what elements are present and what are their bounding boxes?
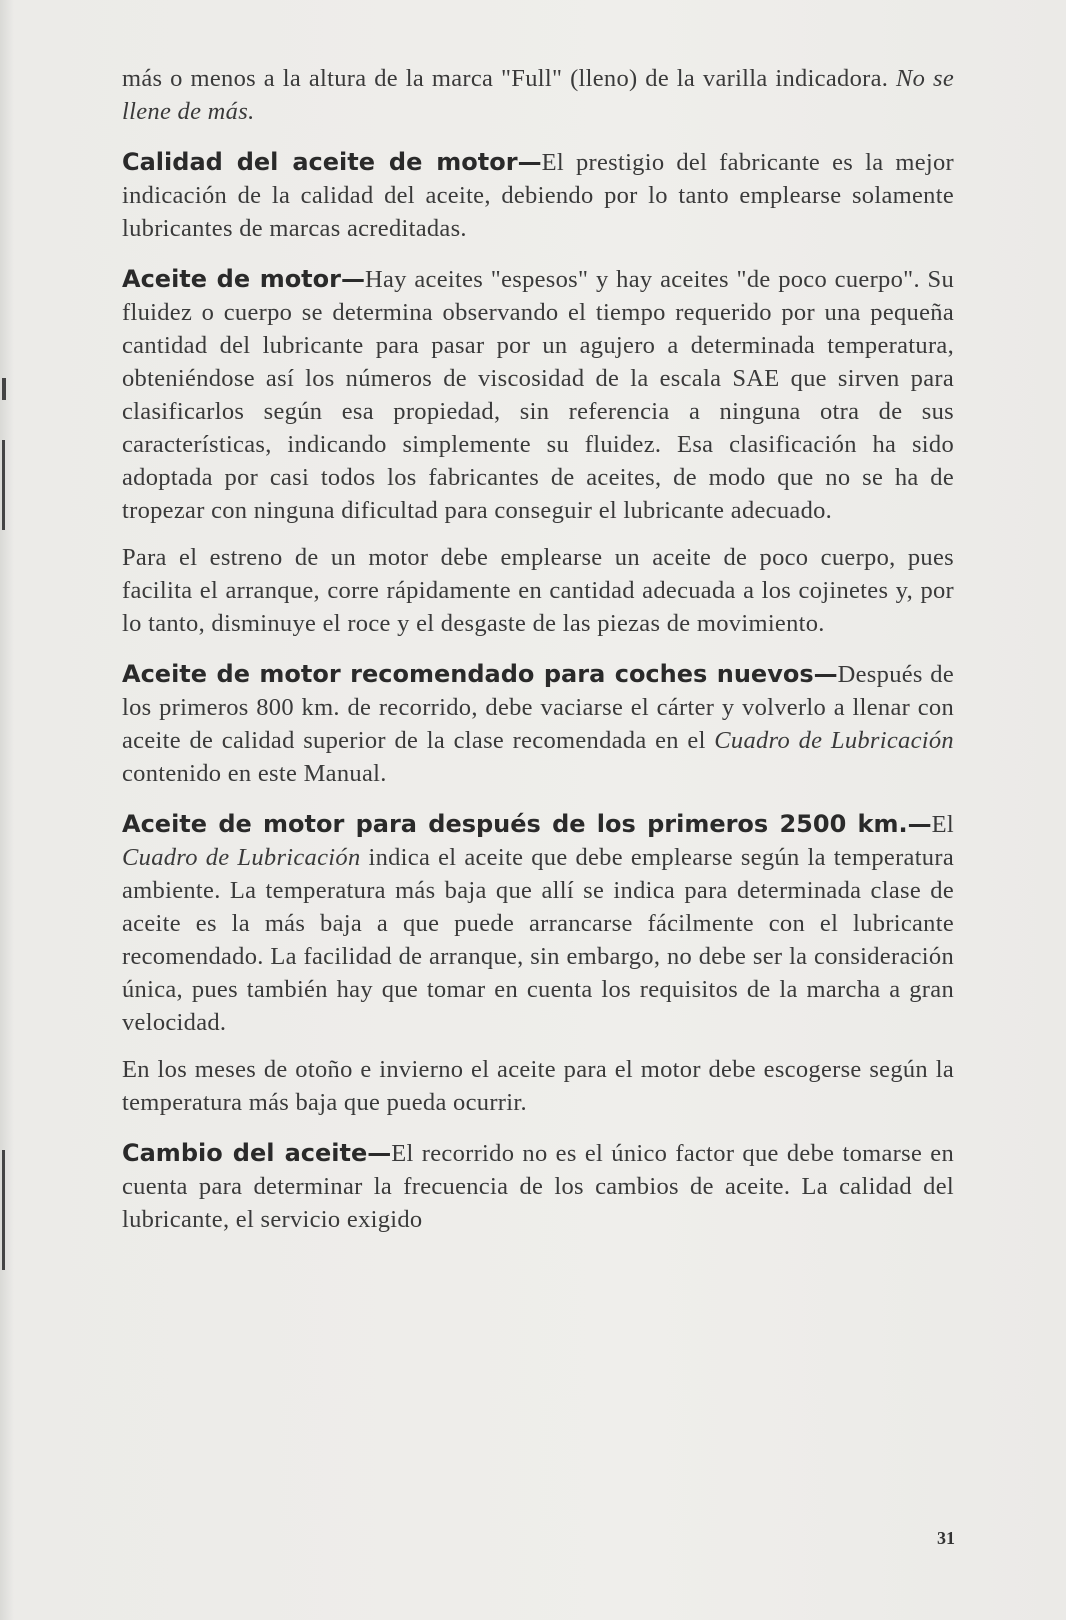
binding-edge-mark	[2, 1150, 5, 1270]
paragraph-break-in	[122, 541, 954, 640]
paragraph-text: más o menos a la altura de la marca "Full" (lleno) de la varilla indicadora.	[122, 65, 896, 92]
paragraph-text: Hay aceites "espesos" y hay aceites "de poco cuerpo". Su fluidez o cuerpo se determina observando el tiempo requerido por una pequeña cantidad del lubricante para pasar por un agujero a determinada temperatura, obteniéndose así los números de viscosidad de la escala SAE que sirven para clasificarlos según esa propiedad, sin referencia a ninguna otra de sus características, indicando simplemente su fluidez. Esa clasificación ha sido adoptada por casi todos los fabricantes de aceites, de modo que no se ha de tropezar con ninguna dificultad para conseguir el lubricante adecuado.	[122, 266, 954, 524]
page-number: 31	[937, 1528, 955, 1548]
emphasis-text: Cuadro de Lubricación	[122, 844, 361, 871]
paragraph-oil-level	[122, 62, 954, 128]
paragraph-text: Para el estreno de un motor debe emplearse un aceite de poco cuerpo, pues facilita el arranque, corre rápidamente en cantidad adecuada a los cojinetes y, por lo tanto, disminuye el roce y el desgaste de las piezas de movimiento.	[122, 544, 954, 637]
section-heading: Aceite de motor—	[122, 265, 365, 293]
section-heading: Calidad del aceite de motor—	[122, 148, 542, 176]
paragraph-winter-oil	[122, 1053, 954, 1119]
paragraph-text: El	[931, 811, 954, 838]
section-oil-change	[122, 1137, 954, 1236]
section-heading: Aceite de motor para después de los primeros 2500 km.—	[122, 810, 932, 838]
paragraph-text: indica el aceite que debe emplearse según la temperatura ambiente. La temperatura más baja que allí se indica para determinada clase de aceite es la más baja a que puede arrancarse fácilmente con el lubricante recomendado. La facilidad de arranque, sin embargo, no debe ser la consideración única, pues también hay que tomar en cuenta los requisitos de la marcha a gran velocidad.	[122, 844, 954, 1036]
section-oil-quality	[122, 146, 954, 245]
paragraph-text: contenido en este Manual.	[122, 760, 387, 787]
page-body	[122, 62, 954, 1254]
section-motor-oil	[122, 263, 954, 527]
paragraph-text: El recorrido no es el único factor que debe tomarse en cuenta para determinar la frecuencia de los cambios de aceite. La calidad del lubricante, el servicio exigido	[122, 1140, 955, 1233]
paragraph-text: El prestigio del fabricante es la mejor indicación de la calidad del aceite, debiendo por lo tanto emplearse solamente lubricantes de marcas acreditadas.	[122, 149, 954, 242]
binding-edge-mark	[2, 440, 5, 530]
paragraph-text: Después de los primeros 800 km. de recorrido, debe vaciarse el cárter y volverlo a llenar con aceite de calidad superior de la clase recomendada en el	[122, 661, 954, 754]
binding-edge-mark	[2, 378, 6, 400]
section-heading: Cambio del aceite—	[122, 1139, 392, 1167]
section-heading: Aceite de motor recomendado para coches nuevos—	[122, 660, 838, 688]
emphasis-text: Cuadro de Lubricación	[714, 727, 954, 754]
paragraph-text: En los meses de otoño e invierno el aceite para el motor debe escogerse según la temperatura más baja que pueda ocurrir.	[122, 1056, 954, 1116]
section-after-2500km	[122, 808, 954, 1039]
emphasis-text: No se llene de más.	[122, 65, 955, 125]
section-new-car-oil	[122, 658, 954, 790]
